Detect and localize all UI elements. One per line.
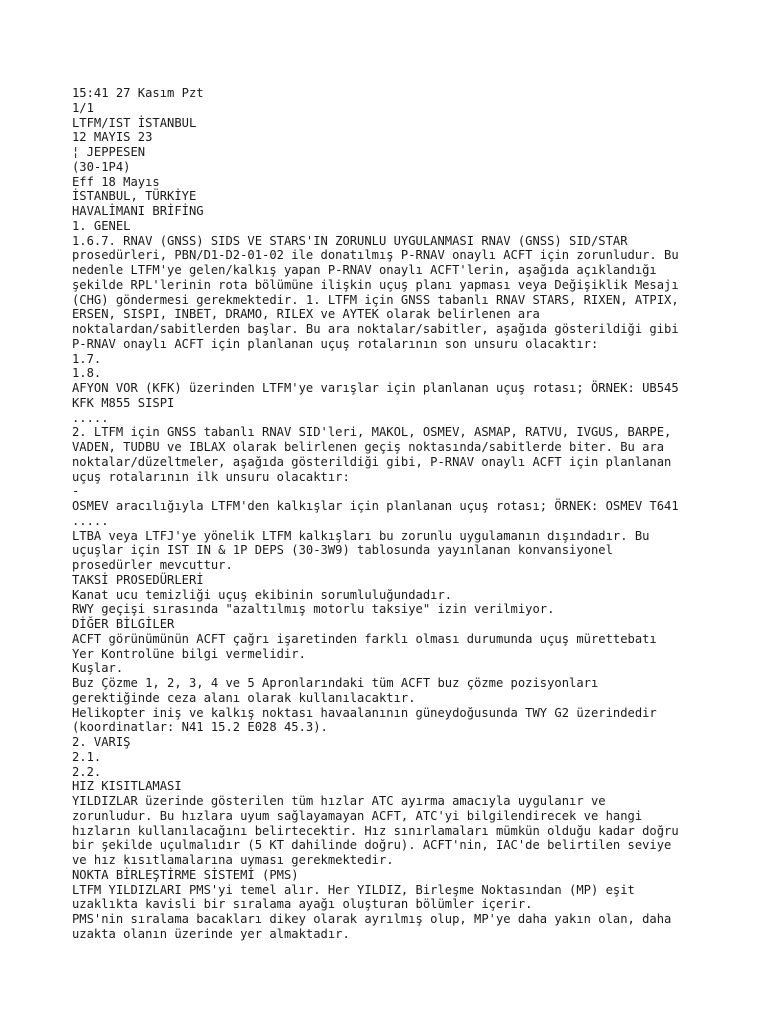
- document-line: 1.6.7. RNAV (GNSS) SIDS VE STARS'IN ZORUNLU UYGULANMASI RNAV (GNSS) SID/STAR: [72, 233, 628, 248]
- document-line: ve hız kısıtlamalarına uyması gerekmektedir.: [72, 853, 394, 867]
- document-line: nedenle LTFM'ye gelen/kalkış yapan P-RNAV onaylı ACFT'lerin, aşağıda açıklandığı: [72, 263, 657, 277]
- document-line: 1.8.: [72, 366, 102, 381]
- document-line: bir şekilde uçulmalıdır (5 KT dahilinde doğru). ACFT'nin, IAC'de belirtilen seviye: [72, 838, 672, 853]
- document-line: 12 MAYIS 23: [72, 130, 153, 145]
- document-line: (CHG) göndermesi gerekmektedir. 1. LTFM için GNSS tabanlı RNAV STARS, RIXEN, ATPIX,: [72, 292, 679, 307]
- document-line: HAVALİMANI BRİFİNG: [72, 204, 204, 218]
- document-line: LTFM YILDIZLARI PMS'yi temel alır. Her YILDIZ, Birleşme Noktasından (MP) eşit: [72, 882, 635, 897]
- document-line: İSTANBUL, TÜRKİYE: [72, 189, 197, 204]
- document-line: PMS'nin sıralama bacakları dikey olarak ayrılmış olup, MP'ye daha yakın olan, daha: [72, 912, 672, 926]
- document-line: LTBA veya LTFJ'ye yönelik LTFM kalkışları bu zorunlu uygulamanın dışındadır. Bu: [72, 528, 650, 543]
- document-line: noktalar/düzeltmeler, aşağıda gösterildiği gibi, P-RNAV onaylı ACFT için planlanan: [72, 454, 672, 469]
- document-line: 2.2.: [72, 764, 102, 779]
- document-line: 1/1: [72, 100, 94, 115]
- document-line: 2. LTFM için GNSS tabanlı RNAV SID'leri, MAKOL, OSMEV, ASMAP, RATVU, IVGUS, BARPE,: [72, 425, 672, 440]
- document-line: Eff 18 Mayıs: [72, 174, 160, 189]
- document-line: prosedürleri, PBN/D1-D2-01-02 ile donatılmış P-RNAV onaylı ACFT için zorunludur. Bu: [72, 248, 679, 263]
- document-line: P-RNAV onaylı ACFT için planlanan uçuş rotalarının son unsuru olacaktır:: [72, 336, 599, 351]
- document-line: Yer Kontrolüne bilgi vermelidir.: [72, 646, 306, 661]
- document-line: hızların kullanılacağını belirtecektir. Hız sınırlamaları mümkün olduğu kadar doğru: [72, 823, 679, 838]
- document-line: VADEN, TUDBU ve IBLAX olarak belirlenen geçiş noktasında/sabitlerde biter. Bu ara: [72, 440, 665, 454]
- document-line: .....: [72, 513, 109, 528]
- document-line: 2. VARIŞ: [72, 735, 131, 749]
- document-line: RWY geçişi sırasında "azaltılmış motorlu taksiye" izin verilmiyor.: [72, 602, 555, 617]
- document-line: 1. GENEL: [72, 218, 131, 233]
- document-line: 2.1.: [72, 749, 102, 764]
- document-line: şekilde RPL'lerinin rota bölümüne ilişkin uçuş planı yapması veya Değişiklik Mesajı: [72, 277, 679, 292]
- document-body: [72, 86, 732, 942]
- document-line: -: [72, 484, 80, 499]
- document-line: uçuş rotalarının ilk unsuru olacaktır:: [72, 469, 350, 484]
- document-line: OSMEV aracılığıyla LTFM'den kalkışlar için planlanan uçuş rotası; ÖRNEK: OSMEV T641: [72, 499, 679, 513]
- document-line: zorunludur. Bu hızlara uyum sağlayamayan ACFT, ATC'yi bilgilendirecek ve hangi: [72, 808, 643, 823]
- document-line: noktalardan/sabitlerden başlar. Bu ara noktalar/sabitler, aşağıda gösterildiği gibi: [72, 322, 679, 336]
- document-line: uzaklıkta kavisli bir sıralama ayağı oluşturan bölümler içerir.: [72, 897, 533, 912]
- document-line: KFK M855 SISPI: [72, 395, 175, 410]
- document-line: AFYON VOR (KFK) üzerinden LTFM'ye varışlar için planlanan uçuş rotası; ÖRNEK: UB545: [72, 381, 679, 395]
- document-line: LTFM/IST İSTANBUL: [72, 115, 197, 130]
- document-line: gerektiğinde ceza alanı olarak kullanılacaktır.: [72, 690, 416, 705]
- document-line: ¦ JEPPESEN: [72, 145, 146, 159]
- document-line: YILDIZLAR üzerinde gösterilen tüm hızlar ATC ayırma amacıyla uygulanır ve: [72, 794, 606, 808]
- document-line: Kanat ucu temizliği uçuş ekibinin sorumluluğundadır.: [72, 587, 453, 602]
- document-line: (30-1P4): [72, 159, 131, 174]
- document-line: uzakta olanın üzerinde yer almaktadır.: [72, 926, 350, 941]
- document-line: .....: [72, 410, 109, 425]
- document-line: TAKSİ PROSEDÜRLERİ: [72, 572, 204, 587]
- document-line: 1.7.: [72, 351, 102, 366]
- document-line: ACFT görünümünün ACFT çağrı işaretinden farklı olması durumunda uçuş mürettebatı: [72, 631, 657, 646]
- document-line: (koordinatlar: N41 15.2 E028 45.3).: [72, 720, 328, 735]
- document-line: Buz Çözme 1, 2, 3, 4 ve 5 Apronlarındaki tüm ACFT buz çözme pozisyonları: [72, 676, 599, 690]
- document-line: Helikopter iniş ve kalkış noktası havaalanının güneydoğusunda TWY G2 üzerindedir: [72, 705, 657, 720]
- document-line: 15:41 27 Kasım Pzt: [72, 86, 204, 100]
- document-line: HIZ KISITLAMASI: [72, 779, 182, 794]
- document-line: prosedürler mevcuttur.: [72, 558, 233, 572]
- document-line: ERSEN, SISPI, INBET, DRAMO, RILEX ve AYTEK olarak belirlenen ara: [72, 307, 540, 322]
- document-line: Kuşlar.: [72, 661, 124, 676]
- document-line: uçuşlar için IST IN & 1P DEPS (30-3W9) tablosunda yayınlanan konvansiyonel: [72, 543, 613, 558]
- document-line: NOKTA BİRLEŞTİRME SİSTEMİ (PMS): [72, 867, 299, 882]
- document-line: DİĞER BİLGİLER: [72, 617, 175, 631]
